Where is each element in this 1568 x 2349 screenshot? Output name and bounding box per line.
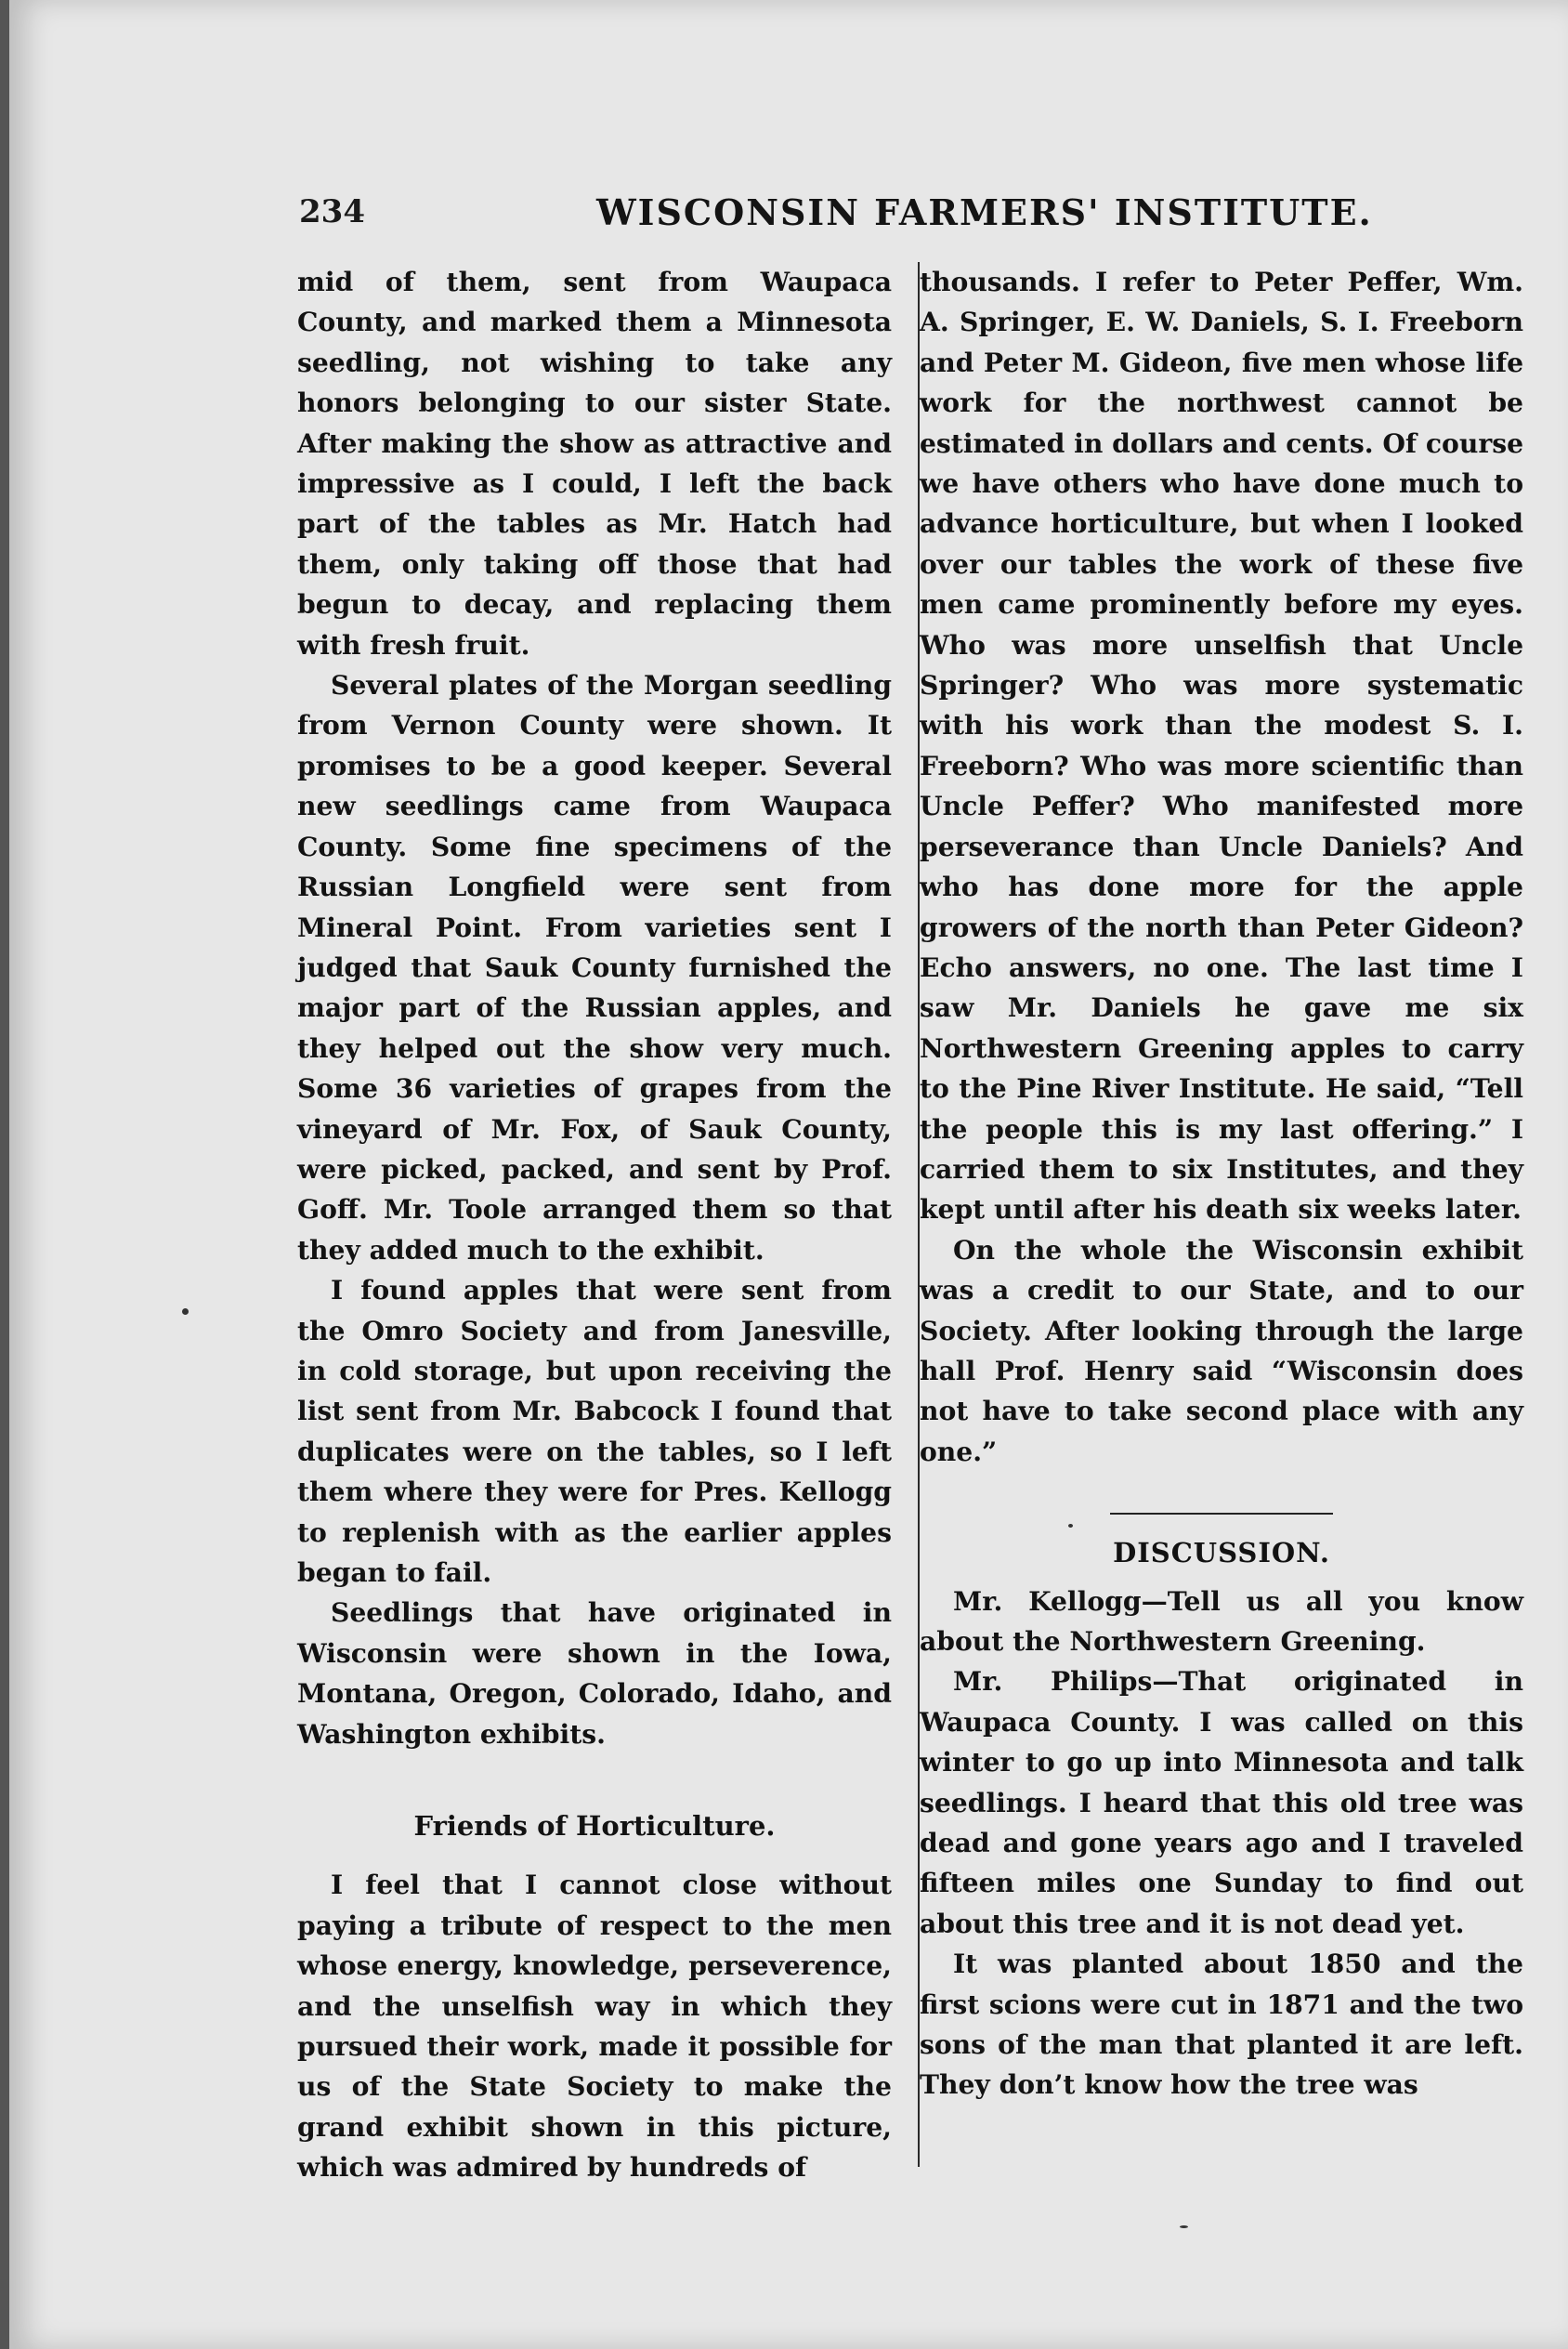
right-column <box>920 262 1523 2106</box>
page-header <box>299 186 1535 242</box>
left-paragraph-5: I feel that I cannot close without paying a tribute of respect to the men whose energy, knowledge, perseverence, and the unselfish way in which they pursued their work, made it possible for us of the State Society to make the grand exhibit shown in this picture, which was admired by hundreds of <box>297 1870 892 2184</box>
discussion-philips: Mr. Philips—That originated in Waupaca County. I was called on this winter to go up into Minnesota and talk seedlings. I heard that this old tree was dead and gone years ago and I traveled fifteen miles one Sunday to find out about this tree and it is not dead yet. <box>920 1666 1523 1939</box>
discussion-heading: DISCUSSION. <box>1113 1537 1330 1569</box>
left-column <box>297 262 892 2188</box>
scan-speck <box>1068 1524 1073 1528</box>
right-paragraph-2: On the whole the Wisconsin exhibit was a credit to our State, and to our Society. After looking through the large hall Prof. Henry said “Wisconsin does not have to take second place with any one.” <box>920 1234 1523 1467</box>
left-paragraph-2: Several plates of the Morgan seedling from Vernon County were shown. It promises to be a good keeper. Several new seedlings came from Waupaca County. Some fine specimens of the Russian Longfield were sent from Mineral Point. From varieties sent I judged that Sauk County furnished the major part of the Russian apples, and they helped out the show very much. Some 36 varieties of grapes from the vineyard of Mr. Fox, of Sauk County, were picked, packed, and sent by Prof. Goff. Mr. Toole arranged them so that they added much to the exhibit. <box>297 670 892 1266</box>
discussion-planted: It was planted about 1850 and the first scions were cut in 1871 and the two sons of the man that planted it are left. They don’t know how the tree was <box>920 1949 1523 2101</box>
left-paragraph-1: mid of them, sent from Waupaca County, and marked them a Minnesota seedling, not wishing to take any honors belonging to our sister State. After making the show as attractive and impressive as I could, I left the back part of the tables as Mr. Hatch had them, only taking off those that had begun to decay, and replacing them with fresh fruit. <box>297 267 892 661</box>
discussion-kellogg: Mr. Kellogg—Tell us all you know about the Northwestern Greening. <box>920 1585 1523 1657</box>
section-heading-friends-of-horticulture: Friends of Horticulture. <box>413 1810 776 1843</box>
scan-speck <box>1180 2225 1188 2228</box>
right-paragraph-1: thousands. I refer to Peter Peffer, Wm. A. Springer, E. W. Daniels, S. I. Freeborn and Peter M. Gideon, five men whose life work for the northwest cannot be estimated in dollars and cents. Of course we have others who have done much to advance horticulture, but when I looked over our tables the work of these five men came prominently before my eyes. Who was more unselfish that Uncle Springer? Who was more systematic with his work than the modest S. I. Freeborn? Who was more scientific than Uncle Peffer? Who manifested more perseverance than Uncle Daniels? And who has done more for the apple growers of the north than Peter Gideon? Echo answers, no one. The last time I saw Mr. Daniels he gave me six Northwestern Greening apples to carry to the Pine River Institute. He said, “Tell the people this is my last offering.” I carried them to six Institutes, and they kept until after his death six weeks later. <box>920 267 1523 1226</box>
page-number: 234 <box>299 193 365 230</box>
running-title: WISCONSIN FARMERS' INSTITUTE. <box>596 191 1373 233</box>
left-paragraph-3: I found apples that were sent from the Omro Society and from Janesville, in cold storage, but upon receiving the list sent from Mr. Babcock I found that duplicates were on the tables, so I left them where they were for Pres. Kellogg to replenish with as the earlier apples began to fail. <box>297 1275 892 1588</box>
section-divider <box>1110 1513 1333 1515</box>
page-binding-edge <box>0 0 9 2349</box>
scan-speck <box>182 1308 189 1315</box>
left-paragraph-4: Seedlings that have originated in Wisconsin were shown in the Iowa, Montana, Oregon, Colorado, Idaho, and Washington exhibits. <box>297 1597 892 1750</box>
